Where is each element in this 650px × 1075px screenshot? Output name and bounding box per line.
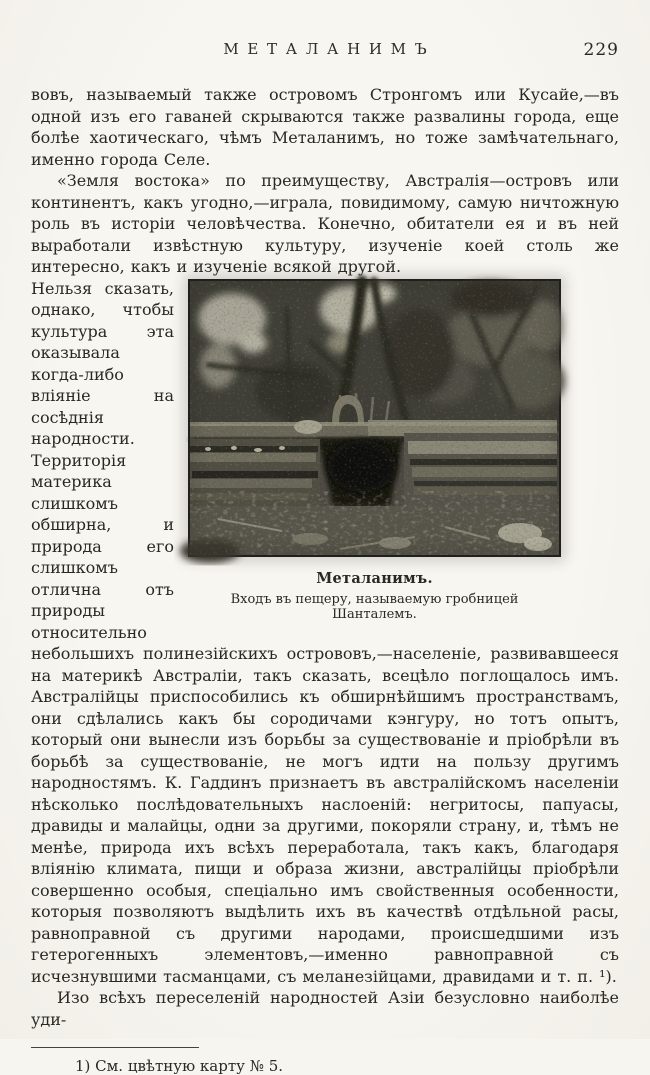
photo-frame: [188, 279, 561, 557]
figure-metalanim: [188, 279, 561, 622]
paragraph-migrations: Изо всѣхъ переселеній народностей Азіи безусловно наиболѣе уди-: [31, 988, 619, 1029]
page-number: 229: [583, 40, 619, 60]
paragraph-wrapped-around-figure: Нельзя сказать, однако, чтобы культура эта оказывала когда-либо вліяніе на сосѣднія народности. Территорія материка слишкомъ обширна, и природа его слишкомъ отлична отъ природы относительно небольшихъ полинезійскихъ острововъ,—населеніе, развивавшееся на материкѣ Австраліи, такъ сказать, всецѣло поглощалось имъ. Австралійцы приспособились къ обширнѣйшимъ пространствамъ, они сдѣлались какъ бы сородичами кэнгуру, но тотъ опытъ, который они вынесли изъ борьбы за существованіе и пріобрѣли въ борьбѣ за существованіе, не могъ идти на пользу другимъ народностямъ. К. Гаддинъ признаетъ въ австралійскомъ населеніи нѣсколько послѣдовательныхъ наслоеній: негритосы, папуасы, дравиды и малайцы, одни за другими, покоряли страну, и, тѣмъ не менѣе, природа ихъ всѣхъ переработала, такъ какъ, благодаря вліянію климата, пищи и образа жизни, австралійцы пріобрѣли совершенно особыя, спеціально имъ свойственныя особенности, которыя позволяютъ выдѣлить ихъ въ качествѣ отдѣльной расы, равноправной съ другими народами, происшедшими изъ гетерогенныхъ элементовъ,—именно равноправной съ исчезнувшими тасманцами, съ меланезійцами, дравидами и т. п. ¹).: [31, 278, 619, 986]
page-header: [31, 40, 619, 64]
figure-caption-text: Входъ въ пещеру, называемую гробницей Шанталемъ.: [230, 591, 519, 622]
text-with-figure: [31, 278, 619, 988]
cave-entrance-photo: [190, 281, 559, 555]
running-title: МЕТАЛАНИМЪ: [223, 40, 436, 58]
footnote-text: 1) См. цвѣтную карту № 5.: [75, 1057, 284, 1075]
paragraph-continuation: вовъ, называемый также островомъ Стронгомъ или Кусайе,—въ одной изъ его гаваней скрываются также развалины города, еще болѣе хаотическаго, чѣмъ Металанимъ, но тоже замѣчательнаго, именно города Селе.: [31, 85, 619, 169]
figure-caption-title: Металанимъ.: [316, 569, 433, 587]
footnote-rule: [31, 1047, 199, 1048]
figure-caption: [188, 570, 561, 622]
footnote-block: [31, 1047, 619, 1075]
paragraph-australia-intro: «Земля востока» по преимуществу, Австралія—островъ или континентъ, какъ угодно,—играла, повидимому, самую ничтожную роль въ исторіи человѣчества. Конечно, обитатели ея и въ ней выработали извѣстную культуру, изученіе коей столь же интересно, какъ и изученіе всякой другой.: [31, 171, 619, 276]
